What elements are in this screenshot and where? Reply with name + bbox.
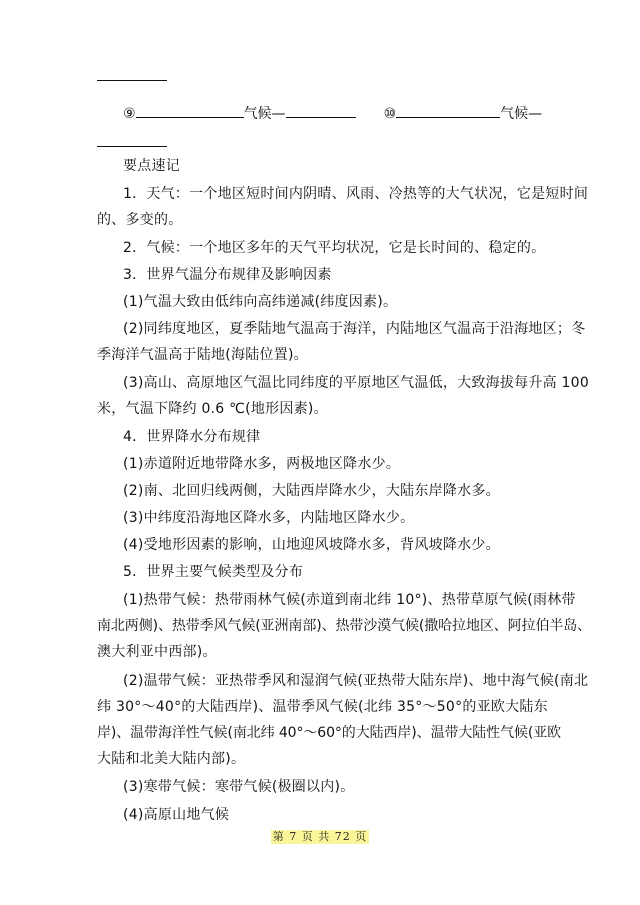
note-line: 大陆和北美大陆内部)。 [97,751,246,767]
page-number: 第 7 页 共 72 页 [272,830,368,843]
note-line: (3)高山、高原地区气温比同纬度的平原地区气温低，大致海拔每升高 100 [123,375,590,391]
answer-blank-continuation [97,146,167,147]
note-line: 南北两侧)、热带季风气候(亚洲南部)、热带沙漠气候(撒哈拉地区、阿拉伯半岛、 [97,618,592,634]
item9-blank-2 [286,103,356,118]
note-line: (2)同纬度地区，夏季陆地气温高于海洋，内陆地区气温高于沿海地区；冬 [123,321,586,337]
item10-marker: ⑩ [383,106,397,122]
item10-label: 气候— [500,106,543,122]
item9-marker: ⑨ [123,106,136,122]
fill-blank-row [123,101,542,127]
note-line: (2)南、北回归线两侧，大陆西岸降水少，大陆东岸降水多。 [123,483,500,499]
item10-blank-1 [396,103,500,118]
note-line: (4)受地形因素的影响，山地迎风坡降水多，背风坡降水少。 [123,537,500,553]
note-line: (1)热带气候：热带雨林气候(赤道到南北纬 10°)、热带草原气候(雨林带 [123,592,576,608]
note-line: 5．世界主要气候类型及分布 [123,564,304,580]
note-line: 2．气候：一个地区多年的天气平均状况，它是长时间的、稳定的。 [123,240,546,256]
note-line: (1)气温大致由低纬向高纬递减(纬度因素)。 [123,294,398,310]
page-footer [0,825,640,844]
item9-label: 气候— [243,106,286,122]
note-line: 澳大利亚中西部)。 [97,644,217,660]
note-line: 岸)、温带海洋性气候(南北纬 40°～60°的大陆西岸)、温带大陆性气候(亚欧 [97,725,562,741]
note-line: 3．世界气温分布规律及影响因素 [123,267,332,283]
note-line: 米，气温下降约 0.6 ℃(地形因素)。 [97,401,328,417]
item9-blank-1 [136,103,244,118]
answer-blank-top [97,80,167,81]
note-line: 1．天气：一个地区短时间内阴晴、风雨、冷热等的大气状况，它是短时间 [123,186,589,202]
note-line: 的、多变的。 [97,212,183,228]
note-line: 4．世界降水分布规律 [123,429,261,445]
note-line: (2)温带气候：亚热带季风和湿润气候(亚热带大陆东岸)、地中海气候(南北 [123,673,589,689]
note-line: 纬 30°～40°的大陆西岸)、温带季风气候(北纬 35°～50°的亚欧大陆东 [97,699,548,715]
note-line: (3)中纬度沿海地区降水多，内陆地区降水少。 [123,510,415,526]
note-line: (1)赤道附近地带降水多，两极地区降水少。 [123,456,401,472]
section-title: 要点速记 [123,158,180,174]
note-line: (3)寒带气候：寒带气候(极圈以内)。 [123,779,355,795]
note-line: (4)高原山地气候 [123,807,230,823]
note-line: 季海洋气温高于陆地(海陆位置)。 [97,347,308,363]
